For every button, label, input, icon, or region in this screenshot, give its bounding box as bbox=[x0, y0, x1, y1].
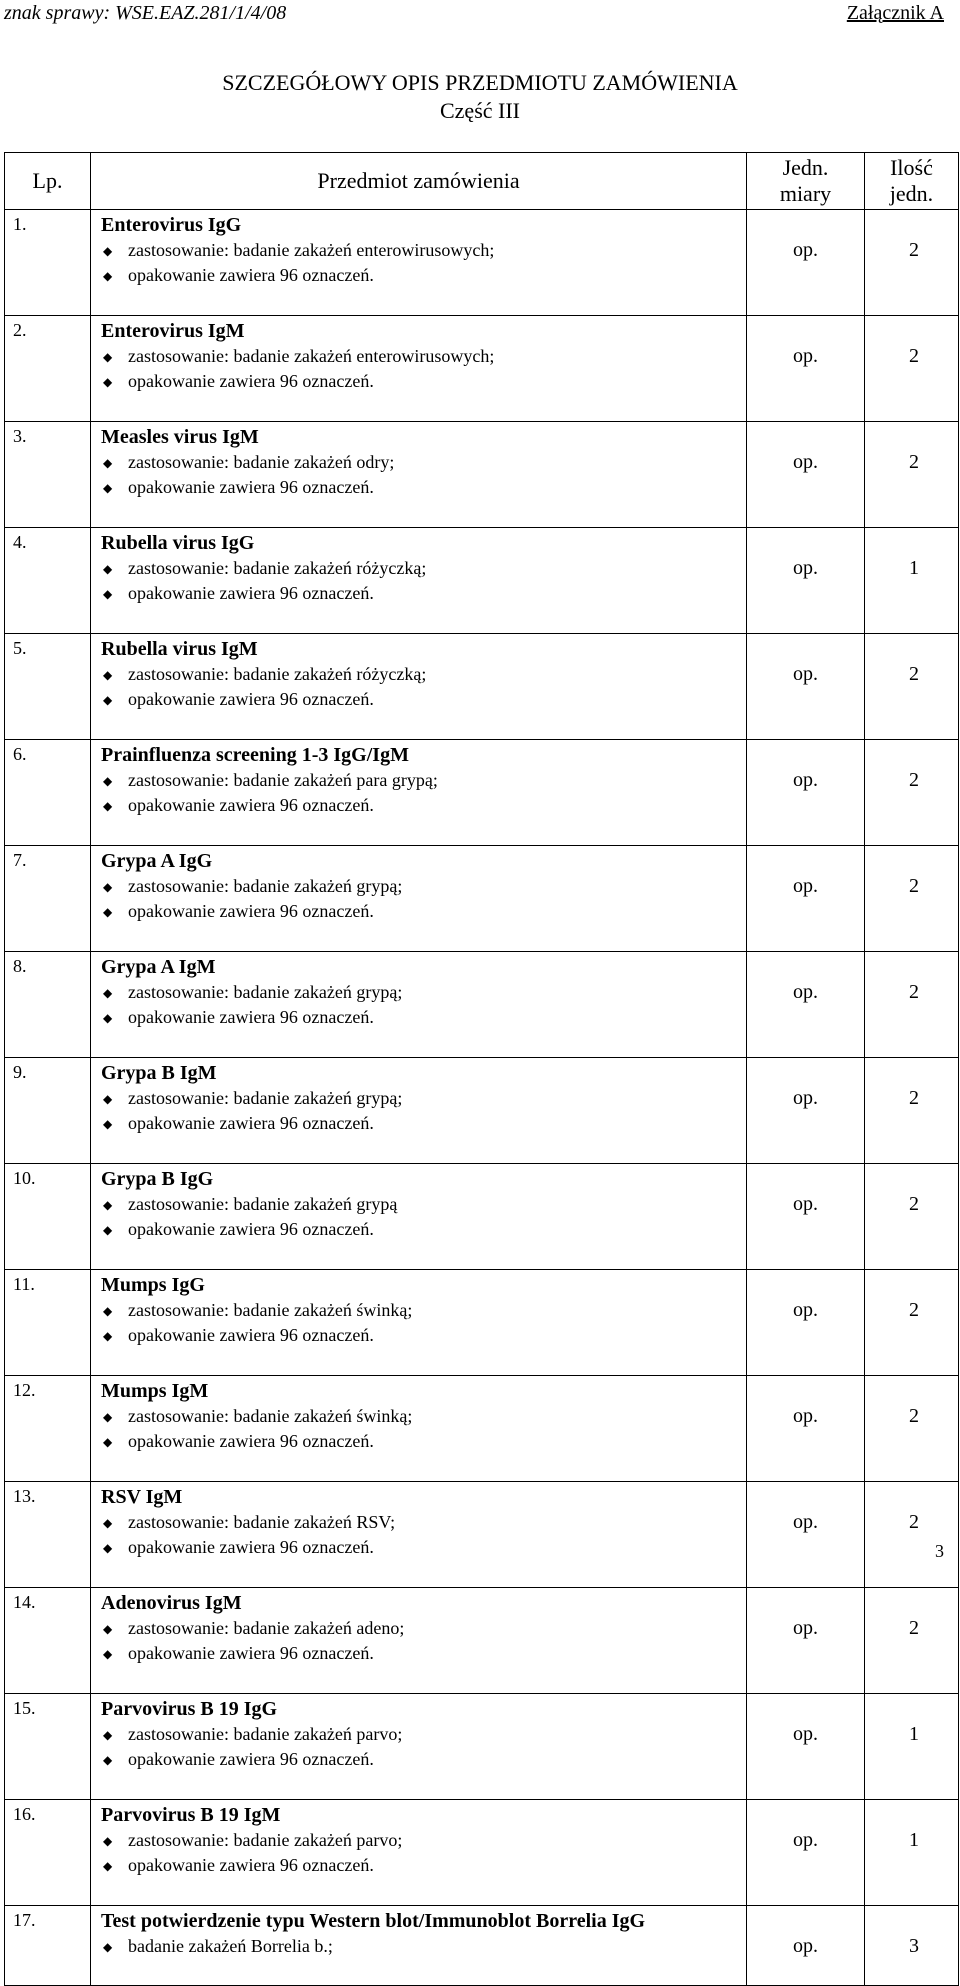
diamond-bullet-icon: ◆ bbox=[103, 1516, 113, 1530]
row-quantity: 2 bbox=[865, 1588, 959, 1694]
bullet-text: opakowanie zawiera 96 oznaczeń. bbox=[128, 477, 374, 497]
bullet-text: opakowanie zawiera 96 oznaczeń. bbox=[128, 371, 374, 391]
row-number: 4. bbox=[5, 528, 91, 634]
bullet-line bbox=[91, 1722, 746, 1747]
bullet-text: zastosowanie: badanie zakażeń grypą; bbox=[128, 1088, 403, 1108]
bullet-text: opakowanie zawiera 96 oznaczeń. bbox=[128, 689, 374, 709]
bullet-text: opakowanie zawiera 96 oznaczeń. bbox=[128, 1219, 374, 1239]
bullet-line bbox=[91, 238, 746, 263]
bullet-line bbox=[91, 1747, 746, 1772]
row-unit: op. bbox=[747, 1800, 865, 1906]
header-qty-line1: Ilość bbox=[890, 155, 933, 180]
row-description bbox=[91, 422, 747, 528]
row-quantity: 2 bbox=[865, 316, 959, 422]
table-row bbox=[5, 1376, 959, 1482]
bullet-text: opakowanie zawiera 96 oznaczeń. bbox=[128, 1749, 374, 1769]
row-quantity: 2 bbox=[865, 210, 959, 316]
diamond-bullet-icon: ◆ bbox=[103, 1117, 113, 1131]
bullet-text: zastosowanie: badanie zakażeń różyczką; bbox=[128, 664, 427, 684]
header-qty bbox=[865, 153, 959, 210]
row-quantity: 1 bbox=[865, 1800, 959, 1906]
table-row bbox=[5, 1588, 959, 1694]
row-number: 6. bbox=[5, 740, 91, 846]
table-row bbox=[5, 210, 959, 316]
bullet-text: zastosowanie: badanie zakażeń grypą bbox=[128, 1194, 398, 1214]
bullet-line bbox=[91, 475, 746, 500]
table-row bbox=[5, 1058, 959, 1164]
item-name: Measles virus IgM bbox=[101, 426, 259, 448]
row-number: 14. bbox=[5, 1588, 91, 1694]
bullet-text: zastosowanie: badanie zakażeń adeno; bbox=[128, 1618, 405, 1638]
bullet-text: zastosowanie: badanie zakażeń grypą; bbox=[128, 982, 403, 1002]
table-row bbox=[5, 422, 959, 528]
bullet-text: zastosowanie: badanie zakażeń para grypą; bbox=[128, 770, 438, 790]
bullet-line bbox=[91, 1510, 746, 1535]
row-description bbox=[91, 210, 747, 316]
bullet-line bbox=[91, 1853, 746, 1878]
row-description bbox=[91, 1906, 747, 1986]
row-number: 2. bbox=[5, 316, 91, 422]
row-quantity: 2 bbox=[865, 846, 959, 952]
bullet-line bbox=[91, 556, 746, 581]
row-number: 15. bbox=[5, 1694, 91, 1800]
row-unit: op. bbox=[747, 316, 865, 422]
bullet-text: opakowanie zawiera 96 oznaczeń. bbox=[128, 1431, 374, 1451]
bullet-text: opakowanie zawiera 96 oznaczeń. bbox=[128, 583, 374, 603]
order-specification-table bbox=[4, 152, 959, 1986]
row-unit: op. bbox=[747, 1058, 865, 1164]
diamond-bullet-icon: ◆ bbox=[103, 1011, 113, 1025]
row-quantity: 2 bbox=[865, 1270, 959, 1376]
bullet-line bbox=[91, 1086, 746, 1111]
row-number: 5. bbox=[5, 634, 91, 740]
row-description bbox=[91, 846, 747, 952]
item-name: Grypa B IgM bbox=[101, 1062, 217, 1084]
table-row bbox=[5, 1164, 959, 1270]
diamond-bullet-icon: ◆ bbox=[103, 1092, 113, 1106]
row-number: 17. bbox=[5, 1906, 91, 1986]
bullet-text: opakowanie zawiera 96 oznaczeń. bbox=[128, 265, 374, 285]
page-number: 3 bbox=[935, 1541, 944, 1561]
item-name: RSV IgM bbox=[101, 1486, 183, 1508]
bullet-text: opakowanie zawiera 96 oznaczeń. bbox=[128, 1325, 374, 1345]
table-row bbox=[5, 316, 959, 422]
row-unit: op. bbox=[747, 210, 865, 316]
row-description bbox=[91, 528, 747, 634]
diamond-bullet-icon: ◆ bbox=[103, 880, 113, 894]
table-row bbox=[5, 740, 959, 846]
row-unit: op. bbox=[747, 1376, 865, 1482]
row-unit: op. bbox=[747, 1270, 865, 1376]
bullet-text: opakowanie zawiera 96 oznaczeń. bbox=[128, 795, 374, 815]
diamond-bullet-icon: ◆ bbox=[103, 269, 113, 283]
diamond-bullet-icon: ◆ bbox=[103, 986, 113, 1000]
table-row bbox=[5, 952, 959, 1058]
item-name: Grypa A IgG bbox=[101, 850, 213, 872]
row-number: 11. bbox=[5, 1270, 91, 1376]
diamond-bullet-icon: ◆ bbox=[103, 1435, 113, 1449]
row-number: 3. bbox=[5, 422, 91, 528]
bullet-text: zastosowanie: badanie zakażeń parvo; bbox=[128, 1724, 403, 1744]
document-subtitle: Część III bbox=[439, 98, 520, 123]
bullet-text: zastosowanie: badanie zakażeń RSV; bbox=[128, 1512, 396, 1532]
row-description bbox=[91, 1482, 747, 1588]
row-number: 9. bbox=[5, 1058, 91, 1164]
table-row bbox=[5, 1800, 959, 1906]
item-name: Enterovirus IgG bbox=[101, 214, 242, 236]
document-title: SZCZEGÓŁOWY OPIS PRZEDMIOTU ZAMÓWIENIA bbox=[222, 70, 738, 95]
row-description bbox=[91, 1376, 747, 1482]
diamond-bullet-icon: ◆ bbox=[103, 456, 113, 470]
bullet-text: zastosowanie: badanie zakażeń różyczką; bbox=[128, 558, 427, 578]
bullet-line bbox=[91, 1934, 746, 1959]
diamond-bullet-icon: ◆ bbox=[103, 1410, 113, 1424]
bullet-line bbox=[91, 1192, 746, 1217]
bullet-line bbox=[91, 369, 746, 394]
bullet-text: zastosowanie: badanie zakażeń parvo; bbox=[128, 1830, 403, 1850]
row-number: 12. bbox=[5, 1376, 91, 1482]
diamond-bullet-icon: ◆ bbox=[103, 668, 113, 682]
bullet-line bbox=[91, 768, 746, 793]
bullet-text: zastosowanie: badanie zakażeń enterowirusowych; bbox=[128, 240, 495, 260]
table-row bbox=[5, 634, 959, 740]
bullet-line bbox=[91, 1323, 746, 1348]
bullet-line bbox=[91, 344, 746, 369]
row-description bbox=[91, 1164, 747, 1270]
item-name: Enterovirus IgM bbox=[101, 320, 245, 342]
diamond-bullet-icon: ◆ bbox=[103, 1753, 113, 1767]
diamond-bullet-icon: ◆ bbox=[103, 774, 113, 788]
item-name: Test potwierdzenie typu Western blot/Immunoblot Borrelia IgG bbox=[101, 1910, 646, 1932]
bullet-line bbox=[91, 793, 746, 818]
item-name: Grypa A IgM bbox=[101, 956, 216, 978]
bullet-text: opakowanie zawiera 96 oznaczeń. bbox=[128, 1643, 374, 1663]
row-description bbox=[91, 952, 747, 1058]
diamond-bullet-icon: ◆ bbox=[103, 562, 113, 576]
row-description bbox=[91, 1058, 747, 1164]
item-name: Grypa B IgG bbox=[101, 1168, 214, 1190]
item-name: Parvovirus B 19 IgM bbox=[101, 1804, 281, 1826]
diamond-bullet-icon: ◆ bbox=[103, 1541, 113, 1555]
diamond-bullet-icon: ◆ bbox=[103, 375, 113, 389]
bullet-line bbox=[91, 662, 746, 687]
bullet-line bbox=[91, 1616, 746, 1641]
diamond-bullet-icon: ◆ bbox=[103, 1940, 113, 1954]
item-name: Prainfluenza screening 1-3 IgG/IgM bbox=[101, 744, 409, 766]
diamond-bullet-icon: ◆ bbox=[103, 244, 113, 258]
row-number: 13. bbox=[5, 1482, 91, 1588]
bullet-line bbox=[91, 1429, 746, 1454]
row-quantity: 3 bbox=[865, 1906, 959, 1986]
bullet-text: zastosowanie: badanie zakażeń enterowirusowych; bbox=[128, 346, 495, 366]
row-quantity: 2 bbox=[865, 952, 959, 1058]
row-number: 16. bbox=[5, 1800, 91, 1906]
row-number: 10. bbox=[5, 1164, 91, 1270]
row-unit: op. bbox=[747, 846, 865, 952]
bullet-line bbox=[91, 450, 746, 475]
row-number: 7. bbox=[5, 846, 91, 952]
bullet-line bbox=[91, 980, 746, 1005]
header-unit-line2: miary bbox=[779, 181, 832, 206]
row-description bbox=[91, 316, 747, 422]
row-unit: op. bbox=[747, 952, 865, 1058]
row-description bbox=[91, 1800, 747, 1906]
bullet-line bbox=[91, 581, 746, 606]
diamond-bullet-icon: ◆ bbox=[103, 1223, 113, 1237]
bullet-text: opakowanie zawiera 96 oznaczeń. bbox=[128, 901, 374, 921]
item-name: Parvovirus B 19 IgG bbox=[101, 1698, 278, 1720]
bullet-line bbox=[91, 1005, 746, 1030]
item-name: Adenovirus IgM bbox=[101, 1592, 242, 1614]
item-name: Rubella virus IgM bbox=[101, 638, 258, 660]
diamond-bullet-icon: ◆ bbox=[103, 1647, 113, 1661]
bullet-line bbox=[91, 687, 746, 712]
row-unit: op. bbox=[747, 634, 865, 740]
row-quantity: 1 bbox=[865, 528, 959, 634]
bullet-text: opakowanie zawiera 96 oznaczeń. bbox=[128, 1537, 374, 1557]
header-unit-line1: Jedn. bbox=[782, 155, 829, 180]
diamond-bullet-icon: ◆ bbox=[103, 481, 113, 495]
bullet-line bbox=[91, 1217, 746, 1242]
bullet-line bbox=[91, 1298, 746, 1323]
diamond-bullet-icon: ◆ bbox=[103, 1622, 113, 1636]
bullet-line bbox=[91, 899, 746, 924]
row-quantity: 2 bbox=[865, 1482, 959, 1588]
row-quantity: 1 bbox=[865, 1694, 959, 1800]
diamond-bullet-icon: ◆ bbox=[103, 693, 113, 707]
row-description bbox=[91, 1694, 747, 1800]
row-quantity: 2 bbox=[865, 422, 959, 528]
row-quantity: 2 bbox=[865, 740, 959, 846]
attachment-label: Załącznik A bbox=[846, 2, 944, 24]
table-row bbox=[5, 1694, 959, 1800]
row-number: 8. bbox=[5, 952, 91, 1058]
bullet-text: opakowanie zawiera 96 oznaczeń. bbox=[128, 1007, 374, 1027]
row-unit: op. bbox=[747, 1906, 865, 1986]
diamond-bullet-icon: ◆ bbox=[103, 1859, 113, 1873]
item-name: Mumps IgM bbox=[101, 1380, 209, 1402]
diamond-bullet-icon: ◆ bbox=[103, 1329, 113, 1343]
bullet-text: zastosowanie: badanie zakażeń grypą; bbox=[128, 876, 403, 896]
row-unit: op. bbox=[747, 528, 865, 634]
diamond-bullet-icon: ◆ bbox=[103, 1728, 113, 1742]
diamond-bullet-icon: ◆ bbox=[103, 350, 113, 364]
row-quantity: 2 bbox=[865, 1058, 959, 1164]
item-name: Rubella virus IgG bbox=[101, 532, 255, 554]
bullet-line bbox=[91, 1828, 746, 1853]
row-unit: op. bbox=[747, 1694, 865, 1800]
diamond-bullet-icon: ◆ bbox=[103, 1304, 113, 1318]
diamond-bullet-icon: ◆ bbox=[103, 1198, 113, 1212]
table-row bbox=[5, 1906, 959, 1986]
diamond-bullet-icon: ◆ bbox=[103, 1834, 113, 1848]
row-description bbox=[91, 1270, 747, 1376]
row-description bbox=[91, 740, 747, 846]
row-description bbox=[91, 1588, 747, 1694]
bullet-line bbox=[91, 1111, 746, 1136]
row-quantity: 2 bbox=[865, 1164, 959, 1270]
row-quantity: 2 bbox=[865, 1376, 959, 1482]
row-unit: op. bbox=[747, 422, 865, 528]
bullet-text: badanie zakażeń Borrelia b.; bbox=[128, 1936, 333, 1956]
row-description bbox=[91, 634, 747, 740]
bullet-text: zastosowanie: badanie zakażeń świnką; bbox=[128, 1300, 413, 1320]
table-row bbox=[5, 1270, 959, 1376]
row-quantity: 2 bbox=[865, 634, 959, 740]
case-number: znak sprawy: WSE.EAZ.281/1/4/08 bbox=[4, 2, 287, 24]
diamond-bullet-icon: ◆ bbox=[103, 905, 113, 919]
diamond-bullet-icon: ◆ bbox=[103, 799, 113, 813]
table-row bbox=[5, 1482, 959, 1588]
table-header-row bbox=[5, 153, 959, 210]
header-qty-line2: jedn. bbox=[889, 181, 934, 206]
header-unit bbox=[747, 153, 865, 210]
bullet-text: zastosowanie: badanie zakażeń świnką; bbox=[128, 1406, 413, 1426]
table-row bbox=[5, 846, 959, 952]
header-subject: Przedmiot zamówienia bbox=[91, 153, 747, 210]
bullet-line bbox=[91, 1641, 746, 1666]
bullet-line bbox=[91, 263, 746, 288]
bullet-text: zastosowanie: badanie zakażeń odry; bbox=[128, 452, 395, 472]
bullet-line bbox=[91, 1404, 746, 1429]
bullet-text: opakowanie zawiera 96 oznaczeń. bbox=[128, 1113, 374, 1133]
table-row bbox=[5, 528, 959, 634]
row-number: 1. bbox=[5, 210, 91, 316]
bullet-line bbox=[91, 874, 746, 899]
row-unit: op. bbox=[747, 1164, 865, 1270]
bullet-line bbox=[91, 1535, 746, 1560]
row-unit: op. bbox=[747, 740, 865, 846]
diamond-bullet-icon: ◆ bbox=[103, 587, 113, 601]
bullet-text: opakowanie zawiera 96 oznaczeń. bbox=[128, 1855, 374, 1875]
row-unit: op. bbox=[747, 1588, 865, 1694]
item-name: Mumps IgG bbox=[101, 1274, 205, 1296]
header-lp: Lp. bbox=[5, 153, 91, 210]
row-unit: op. bbox=[747, 1482, 865, 1588]
